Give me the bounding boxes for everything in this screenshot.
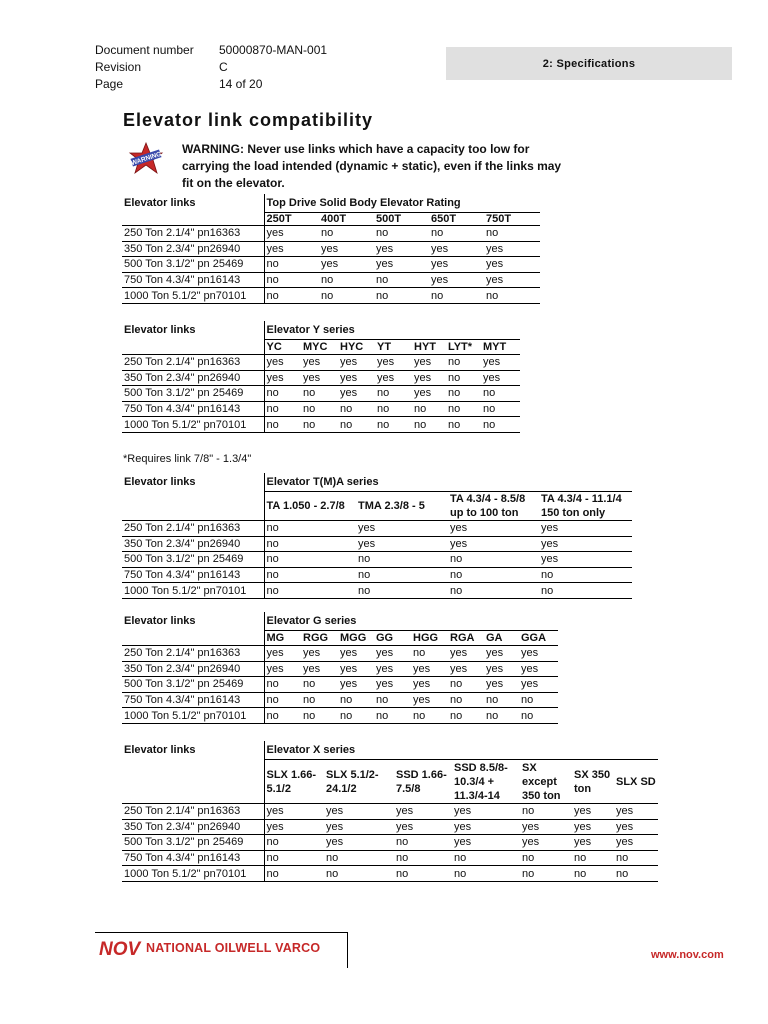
value-cell: no (614, 866, 658, 882)
value-cell: yes (264, 226, 319, 242)
header-value: 50000870-MAN-001 (219, 43, 328, 57)
value-cell: yes (572, 819, 614, 835)
value-cell: yes (481, 370, 520, 386)
value-cell: yes (572, 835, 614, 851)
value-cell: yes (614, 835, 658, 851)
value-cell: yes (411, 692, 448, 708)
value-cell: no (264, 272, 319, 288)
company-logo (98, 935, 320, 961)
value-cell: no (264, 567, 356, 583)
value-cell: yes (448, 661, 484, 677)
column-header: SX except 350 ton (520, 760, 572, 804)
value-cell: no (374, 272, 429, 288)
value-cell: yes (264, 804, 324, 820)
link-cell: 350 Ton 2.3/4" pn26940 (122, 241, 264, 257)
column-header: GG (374, 631, 411, 646)
column-header: LYT* (446, 340, 481, 355)
column-header-row (122, 340, 520, 355)
footnote: *Requires link 7/8" - 1.3/4" (123, 453, 252, 465)
link-column-header: Elevator links (122, 473, 264, 492)
warning-badge-text: WARNING (130, 150, 163, 168)
value-cell: yes (484, 646, 519, 662)
column-header: SSD 8.5/8-10.3/4 + 11.3/4-14 (452, 760, 520, 804)
column-header: GGA (519, 631, 558, 646)
page-title: Elevator link compatibility (123, 110, 374, 130)
value-cell: no (519, 692, 558, 708)
table-row (122, 850, 658, 866)
value-cell: yes (338, 370, 375, 386)
column-header-row (122, 631, 558, 646)
value-cell: no (264, 536, 356, 552)
section-label: 2: Specifications (446, 47, 732, 80)
column-header-row (122, 760, 658, 804)
y-series-compatibility-table (122, 321, 520, 433)
column-header: RGG (301, 631, 338, 646)
link-cell: 1000 Ton 5.1/2" pn70101 (122, 708, 264, 724)
value-cell: no (446, 401, 481, 417)
value-cell: no (264, 835, 324, 851)
group-title: Elevator Y series (264, 321, 520, 340)
column-header: 500T (374, 213, 429, 226)
value-cell: yes (264, 661, 301, 677)
value-cell: no (324, 866, 394, 882)
column-header: TMA 2.3/8 - 5 (356, 492, 448, 521)
column-header: HYT (412, 340, 446, 355)
table-row (122, 804, 658, 820)
link-cell: 1000 Ton 5.1/2" pn70101 (122, 866, 264, 882)
value-cell: no (374, 692, 411, 708)
value-cell: yes (374, 661, 411, 677)
link-cell: 750 Ton 4.3/4" pn16143 (122, 850, 264, 866)
link-cell: 750 Ton 4.3/4" pn16143 (122, 567, 264, 583)
value-cell: no (324, 850, 394, 866)
value-cell: no (448, 567, 539, 583)
value-cell: no (338, 401, 375, 417)
value-cell: yes (484, 257, 540, 273)
value-cell: no (452, 850, 520, 866)
value-cell: yes (319, 241, 374, 257)
value-cell: yes (481, 355, 520, 371)
value-cell: no (264, 708, 301, 724)
column-header-row (122, 213, 540, 226)
value-cell: no (484, 288, 540, 304)
link-cell: 500 Ton 3.1/2" pn 25469 (122, 552, 264, 568)
table-row (122, 417, 520, 433)
table-row (122, 401, 520, 417)
nov-logo-mark: NOV (99, 939, 141, 960)
link-column-header: Elevator links (122, 321, 264, 340)
footer-rule (95, 932, 347, 933)
link-cell: 350 Ton 2.3/4" pn26940 (122, 370, 264, 386)
value-cell: yes (319, 257, 374, 273)
link-cell: 1000 Ton 5.1/2" pn70101 (122, 288, 264, 304)
table-row (122, 226, 540, 242)
table-row (122, 521, 632, 537)
table-row (122, 646, 558, 662)
header-label: Document number (95, 43, 194, 57)
header-row-revision (95, 59, 327, 76)
value-cell: no (301, 708, 338, 724)
column-header: SSD 1.66-7.5/8 (394, 760, 452, 804)
header-value: C (219, 60, 228, 74)
value-cell: yes (448, 521, 539, 537)
value-cell: no (301, 677, 338, 693)
value-cell: yes (484, 272, 540, 288)
table-row (122, 288, 540, 304)
value-cell: no (264, 692, 301, 708)
tma-series-compatibility-table (122, 473, 632, 599)
column-header: MGG (338, 631, 374, 646)
value-cell: no (356, 567, 448, 583)
value-cell: no (264, 257, 319, 273)
column-header: 750T (484, 213, 540, 226)
link-cell: 1000 Ton 5.1/2" pn70101 (122, 417, 264, 433)
document-header (95, 42, 327, 93)
value-cell: no (448, 552, 539, 568)
value-cell: yes (539, 536, 632, 552)
value-cell: yes (484, 241, 540, 257)
link-cell: 250 Ton 2.1/4" pn16363 (122, 646, 264, 662)
value-cell: yes (375, 355, 412, 371)
link-cell: 750 Ton 4.3/4" pn16143 (122, 272, 264, 288)
value-cell: yes (356, 521, 448, 537)
column-header: TA 1.050 - 2.7/8 (264, 492, 356, 521)
table-row (122, 583, 632, 599)
nov-logo-icon (98, 935, 144, 961)
value-cell: yes (412, 355, 446, 371)
table-row (122, 536, 632, 552)
link-column-header: Elevator links (122, 194, 264, 213)
link-cell: 350 Ton 2.3/4" pn26940 (122, 536, 264, 552)
value-cell: no (356, 552, 448, 568)
value-cell: yes (519, 677, 558, 693)
link-cell: 750 Ton 4.3/4" pn16143 (122, 692, 264, 708)
value-cell: yes (394, 804, 452, 820)
value-cell: no (429, 288, 484, 304)
link-cell: 250 Ton 2.1/4" pn16363 (122, 226, 264, 242)
value-cell: no (319, 272, 374, 288)
value-cell: no (448, 708, 484, 724)
empty-header-cell (122, 213, 264, 226)
table-row (122, 661, 558, 677)
value-cell: no (539, 583, 632, 599)
value-cell: no (338, 708, 374, 724)
empty-header-cell (122, 340, 264, 355)
header-row-page (95, 76, 327, 93)
value-cell: yes (264, 819, 324, 835)
value-cell: yes (448, 536, 539, 552)
value-cell: no (356, 583, 448, 599)
value-cell: no (301, 692, 338, 708)
value-cell: no (264, 288, 319, 304)
value-cell: no (572, 866, 614, 882)
value-cell: no (338, 692, 374, 708)
value-cell: yes (539, 521, 632, 537)
value-cell: no (429, 226, 484, 242)
group-title: Elevator G series (264, 612, 558, 631)
column-header: HGG (411, 631, 448, 646)
value-cell: yes (375, 370, 412, 386)
value-cell: yes (452, 835, 520, 851)
link-cell: 250 Ton 2.1/4" pn16363 (122, 804, 264, 820)
value-cell: no (572, 850, 614, 866)
table-row (122, 677, 558, 693)
value-cell: yes (429, 241, 484, 257)
value-cell: no (264, 417, 301, 433)
value-cell: yes (429, 257, 484, 273)
column-header: MYT (481, 340, 520, 355)
value-cell: yes (412, 370, 446, 386)
link-cell: 500 Ton 3.1/2" pn 25469 (122, 386, 264, 402)
value-cell: no (448, 583, 539, 599)
link-column-header: Elevator links (122, 612, 264, 631)
value-cell: no (394, 850, 452, 866)
value-cell: yes (411, 677, 448, 693)
value-cell: yes (411, 661, 448, 677)
value-cell: no (338, 417, 375, 433)
column-header-row (122, 492, 632, 521)
value-cell: yes (301, 661, 338, 677)
value-cell: yes (519, 661, 558, 677)
value-cell: yes (338, 677, 374, 693)
link-cell: 750 Ton 4.3/4" pn16143 (122, 401, 264, 417)
value-cell: yes (264, 355, 301, 371)
group-title: Elevator X series (264, 741, 658, 760)
value-cell: yes (448, 646, 484, 662)
value-cell: no (446, 417, 481, 433)
value-cell: yes (394, 819, 452, 835)
value-cell: no (264, 386, 301, 402)
column-header: SLX 1.66-5.1/2 (264, 760, 324, 804)
value-cell: no (264, 552, 356, 568)
table-row (122, 272, 540, 288)
value-cell: no (394, 866, 452, 882)
link-cell: 500 Ton 3.1/2" pn 25469 (122, 835, 264, 851)
value-cell: yes (301, 355, 338, 371)
table-row (122, 835, 658, 851)
value-cell: no (375, 386, 412, 402)
header-row-document-number (95, 42, 327, 59)
value-cell: no (446, 386, 481, 402)
column-header: 400T (319, 213, 374, 226)
value-cell: no (412, 401, 446, 417)
value-cell: yes (264, 646, 301, 662)
column-header: TA 4.3/4 - 8.5/8 up to 100 ton (448, 492, 539, 521)
empty-header-cell (122, 492, 264, 521)
value-cell: yes (324, 819, 394, 835)
value-cell: yes (264, 241, 319, 257)
value-cell: no (484, 226, 540, 242)
value-cell: no (375, 417, 412, 433)
group-title: Top Drive Solid Body Elevator Rating (264, 194, 540, 213)
value-cell: yes (484, 661, 519, 677)
value-cell: no (301, 417, 338, 433)
value-cell: no (411, 708, 448, 724)
value-cell: no (481, 401, 520, 417)
value-cell: no (264, 866, 324, 882)
column-header: HYC (338, 340, 375, 355)
column-header: MG (264, 631, 301, 646)
table-row (122, 257, 540, 273)
value-cell: yes (520, 819, 572, 835)
value-cell: no (520, 804, 572, 820)
value-cell: no (481, 417, 520, 433)
link-column-header: Elevator links (122, 741, 264, 760)
value-cell: no (481, 386, 520, 402)
value-cell: yes (452, 819, 520, 835)
g-series-compatibility-table (122, 612, 558, 724)
table-row (122, 708, 558, 724)
x-series-compatibility-table (122, 741, 658, 882)
value-cell: no (484, 708, 519, 724)
value-cell: no (520, 866, 572, 882)
value-cell: no (446, 355, 481, 371)
value-cell: yes (520, 835, 572, 851)
value-cell: no (374, 226, 429, 242)
value-cell: yes (301, 370, 338, 386)
value-cell: no (264, 521, 356, 537)
column-header: SX 350 ton (572, 760, 614, 804)
value-cell: yes (572, 804, 614, 820)
table-row (122, 692, 558, 708)
value-cell: no (484, 692, 519, 708)
value-cell: no (264, 401, 301, 417)
table-row (122, 567, 632, 583)
link-cell: 350 Ton 2.3/4" pn26940 (122, 819, 264, 835)
topdrive-compatibility-table (122, 194, 540, 304)
value-cell: yes (614, 804, 658, 820)
value-cell: yes (338, 386, 375, 402)
value-cell: yes (374, 646, 411, 662)
link-cell: 350 Ton 2.3/4" pn26940 (122, 661, 264, 677)
table-row (122, 386, 520, 402)
value-cell: yes (264, 370, 301, 386)
value-cell: no (411, 646, 448, 662)
value-cell: no (446, 370, 481, 386)
value-cell: yes (374, 257, 429, 273)
value-cell: no (319, 288, 374, 304)
value-cell: no (374, 288, 429, 304)
value-cell: yes (338, 646, 374, 662)
value-cell: no (375, 401, 412, 417)
value-cell: yes (324, 804, 394, 820)
value-cell: yes (429, 272, 484, 288)
table-row (122, 241, 540, 257)
website-link[interactable]: www.nov.com (651, 949, 724, 961)
table-row (122, 370, 520, 386)
value-cell: yes (484, 677, 519, 693)
value-cell: yes (412, 386, 446, 402)
header-label: Page (95, 77, 124, 91)
value-cell: no (264, 850, 324, 866)
value-cell: no (301, 401, 338, 417)
link-cell: 1000 Ton 5.1/2" pn70101 (122, 583, 264, 599)
value-cell: yes (614, 819, 658, 835)
warning-badge-icon (128, 142, 164, 176)
value-cell: no (614, 850, 658, 866)
value-cell: no (374, 708, 411, 724)
header-value: 14 of 20 (219, 77, 263, 91)
value-cell: yes (356, 536, 448, 552)
warning-text: WARNING: Never use links which have a capacity too low for carrying the load intended (dynamic + static), even if the links may fit on the elevator. (182, 142, 562, 190)
value-cell: yes (539, 552, 632, 568)
value-cell: yes (338, 661, 374, 677)
column-header: 650T (429, 213, 484, 226)
link-cell: 250 Ton 2.1/4" pn16363 (122, 521, 264, 537)
company-name: NATIONAL OILWELL VARCO (146, 941, 321, 955)
value-cell: no (519, 708, 558, 724)
column-header: YC (264, 340, 301, 355)
value-cell: yes (324, 835, 394, 851)
empty-header-cell (122, 760, 264, 804)
table-row (122, 866, 658, 882)
value-cell: no (448, 677, 484, 693)
column-header: GA (484, 631, 519, 646)
table-row (122, 355, 520, 371)
value-cell: no (412, 417, 446, 433)
value-cell: no (520, 850, 572, 866)
column-header: SLX 5.1/2-24.1/2 (324, 760, 394, 804)
value-cell: no (264, 583, 356, 599)
column-header: SLX SD (614, 760, 658, 804)
group-title: Elevator T(M)A series (264, 473, 632, 492)
table-row (122, 819, 658, 835)
value-cell: yes (301, 646, 338, 662)
value-cell: yes (374, 241, 429, 257)
footer-divider (347, 932, 348, 968)
header-label: Revision (95, 60, 142, 74)
value-cell: no (394, 835, 452, 851)
link-cell: 500 Ton 3.1/2" pn 25469 (122, 257, 264, 273)
value-cell: yes (374, 677, 411, 693)
value-cell: yes (452, 804, 520, 820)
value-cell: no (539, 567, 632, 583)
column-header: RGA (448, 631, 484, 646)
value-cell: yes (338, 355, 375, 371)
link-cell: 250 Ton 2.1/4" pn16363 (122, 355, 264, 371)
column-header: MYC (301, 340, 338, 355)
empty-header-cell (122, 631, 264, 646)
table-row (122, 552, 632, 568)
column-header: YT (375, 340, 412, 355)
value-cell: no (264, 677, 301, 693)
value-cell: yes (519, 646, 558, 662)
value-cell: no (452, 866, 520, 882)
link-cell: 500 Ton 3.1/2" pn 25469 (122, 677, 264, 693)
value-cell: no (301, 386, 338, 402)
column-header: TA 4.3/4 - 11.1/4 150 ton only (539, 492, 632, 521)
value-cell: no (319, 226, 374, 242)
column-header: 250T (264, 213, 319, 226)
value-cell: no (448, 692, 484, 708)
